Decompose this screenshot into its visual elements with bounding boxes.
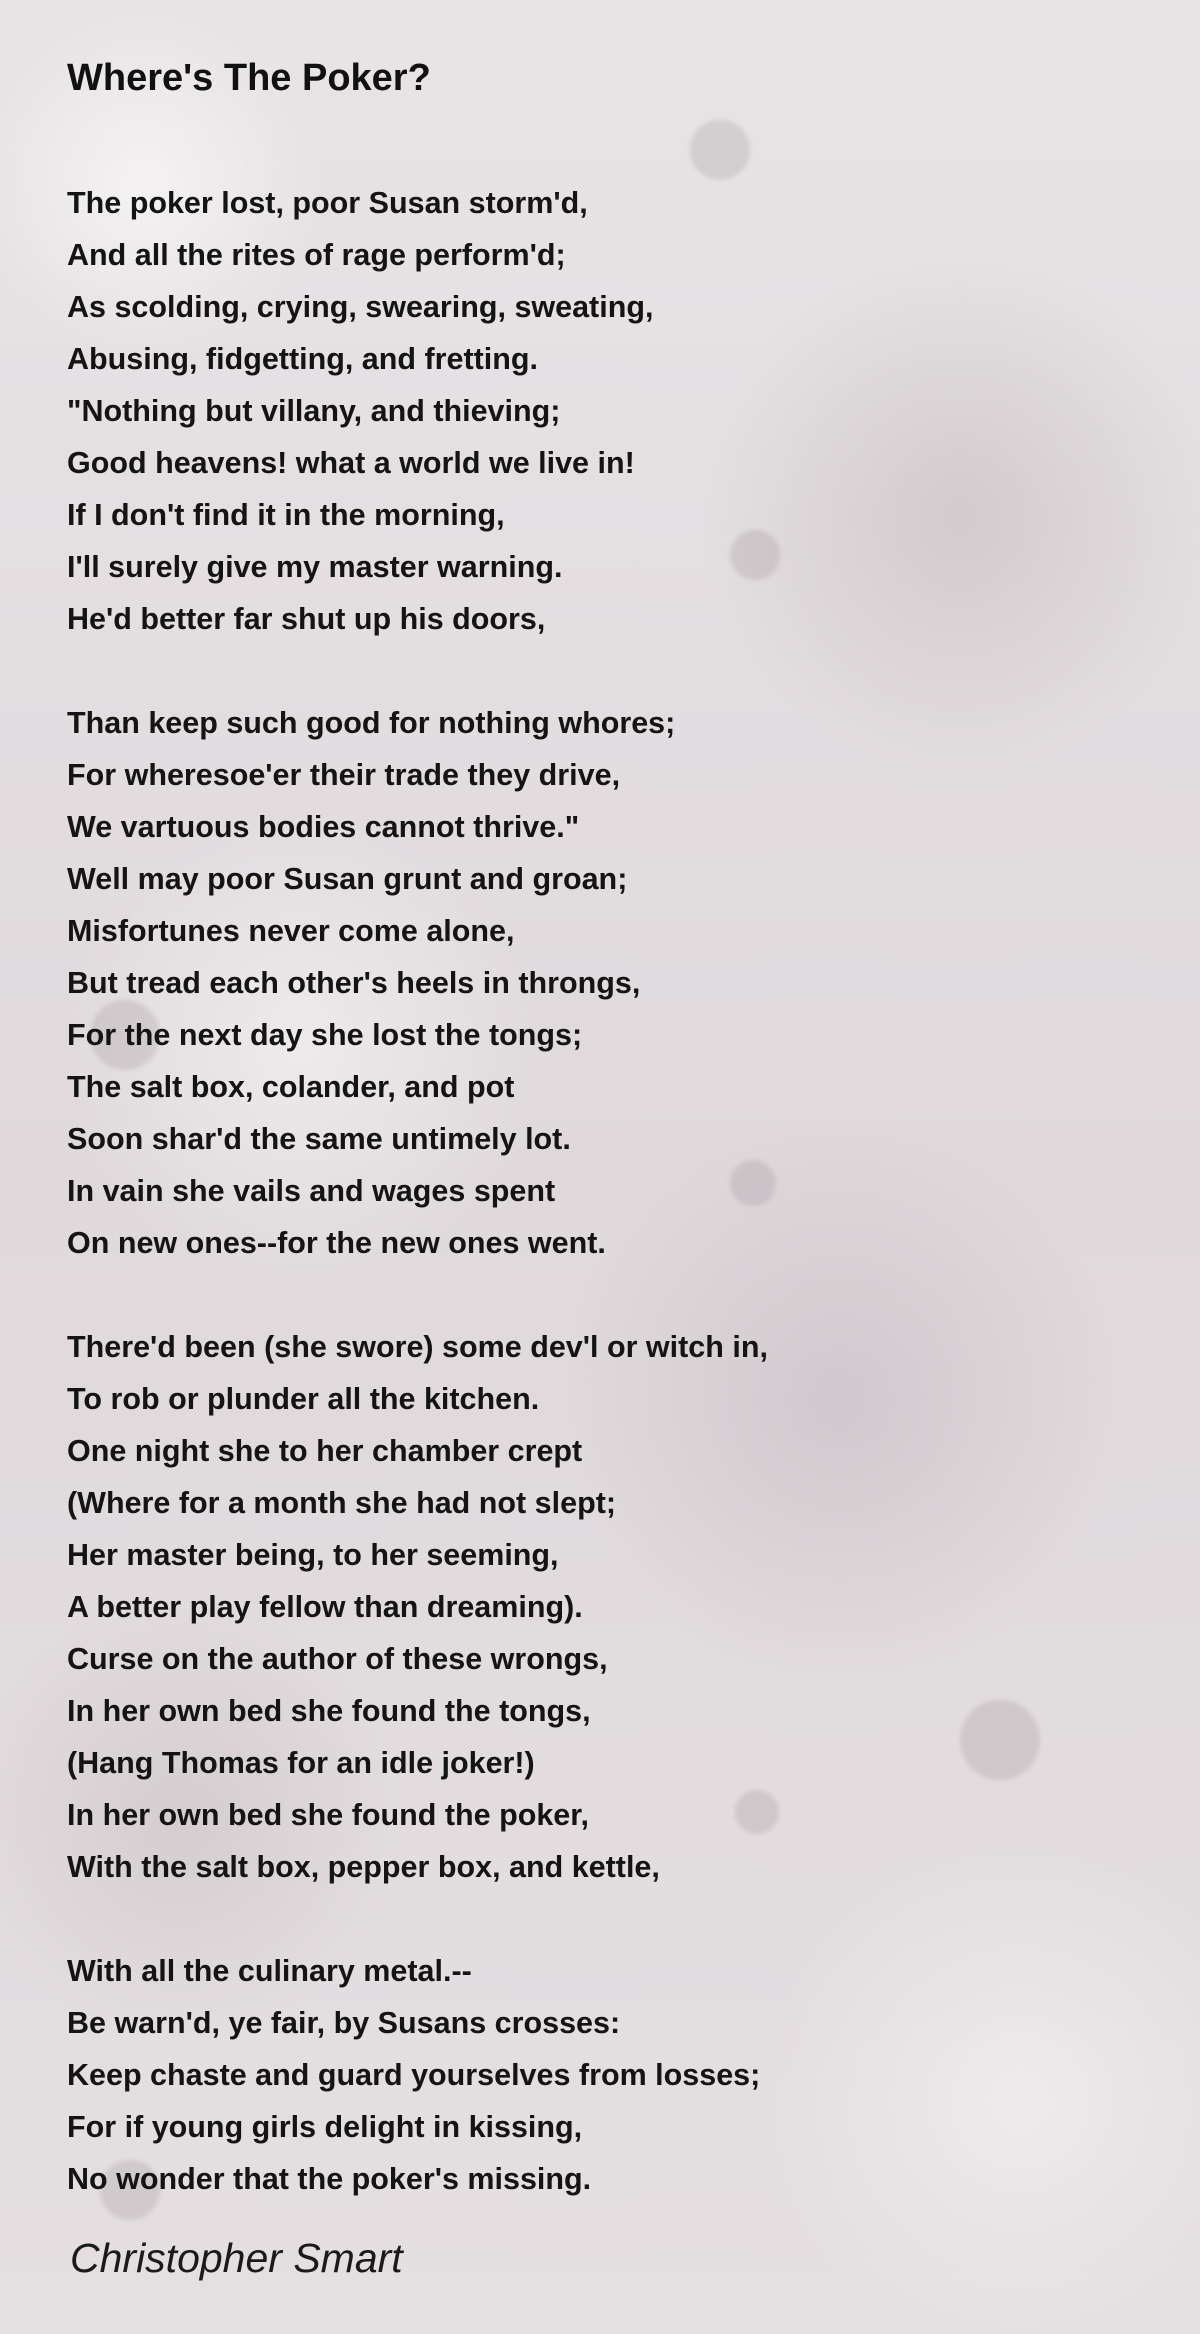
poem-line: (Hang Thomas for an idle joker!) bbox=[67, 1746, 535, 1780]
poem-line: There'd been (she swore) some dev'l or witch in, bbox=[67, 1330, 768, 1364]
poem-line: He'd better far shut up his doors, bbox=[67, 602, 546, 636]
poem-line: Her master being, to her seeming, bbox=[67, 1538, 559, 1572]
poem-line: No wonder that the poker's missing. bbox=[67, 2162, 592, 2196]
poem-line: A better play fellow than dreaming). bbox=[67, 1590, 583, 1624]
poem-line: Be warn'd, ye fair, by Susans crosses: bbox=[67, 2006, 621, 2040]
poem-line: (Where for a month she had not slept; bbox=[67, 1486, 617, 1520]
poem-line: As scolding, crying, swearing, sweating, bbox=[67, 290, 654, 324]
poem-line: And all the rites of rage perform'd; bbox=[67, 238, 566, 272]
poem-line: On new ones--for the new ones went. bbox=[67, 1226, 606, 1260]
poem-line: The poker lost, poor Susan storm'd, bbox=[67, 186, 588, 220]
poem-line: We vartuous bodies cannot thrive." bbox=[67, 810, 580, 844]
poem-stanza bbox=[67, 1945, 1127, 2205]
poem-line: For the next day she lost the tongs; bbox=[67, 1018, 583, 1052]
poem-line: Well may poor Susan grunt and groan; bbox=[67, 862, 628, 896]
poem-line: To rob or plunder all the kitchen. bbox=[67, 1382, 540, 1416]
poem-stanza bbox=[67, 697, 1127, 1269]
poem-line: Abusing, fidgetting, and fretting. bbox=[67, 342, 538, 376]
poem-author: Christopher Smart bbox=[70, 2235, 403, 2281]
poem-line: In her own bed she found the poker, bbox=[67, 1798, 589, 1832]
poem-line: One night she to her chamber crept bbox=[67, 1434, 583, 1468]
poem-line: "Nothing but villany, and thieving; bbox=[67, 394, 561, 428]
poem-line: But tread each other's heels in throngs, bbox=[67, 966, 641, 1000]
poem-line: In vain she vails and wages spent bbox=[67, 1174, 556, 1208]
poem-line: For wheresoe'er their trade they drive, bbox=[67, 758, 621, 792]
poem-stanza bbox=[67, 177, 1127, 645]
poem-line: With the salt box, pepper box, and kettle, bbox=[67, 1850, 660, 1884]
poem-line: Misfortunes never come alone, bbox=[67, 914, 515, 948]
poem-body bbox=[67, 177, 1127, 2205]
poem-title: Where's The Poker? bbox=[67, 57, 431, 99]
poem-line: I'll surely give my master warning. bbox=[67, 550, 563, 584]
poem-line: In her own bed she found the tongs, bbox=[67, 1694, 591, 1728]
poem-line: Keep chaste and guard yourselves from losses; bbox=[67, 2058, 761, 2092]
poem-line: Good heavens! what a world we live in! bbox=[67, 446, 635, 480]
poem-line: With all the culinary metal.-- bbox=[67, 1954, 472, 1988]
poem-line: Than keep such good for nothing whores; bbox=[67, 706, 676, 740]
poem-container bbox=[67, 48, 1127, 2257]
poem-stanza bbox=[67, 1321, 1127, 1893]
poem-line: Curse on the author of these wrongs, bbox=[67, 1642, 608, 1676]
poem-line: The salt box, colander, and pot bbox=[67, 1070, 515, 1104]
poem-line: Soon shar'd the same untimely lot. bbox=[67, 1122, 571, 1156]
poem-line: If I don't find it in the morning, bbox=[67, 498, 505, 532]
poem-line: For if young girls delight in kissing, bbox=[67, 2110, 583, 2144]
